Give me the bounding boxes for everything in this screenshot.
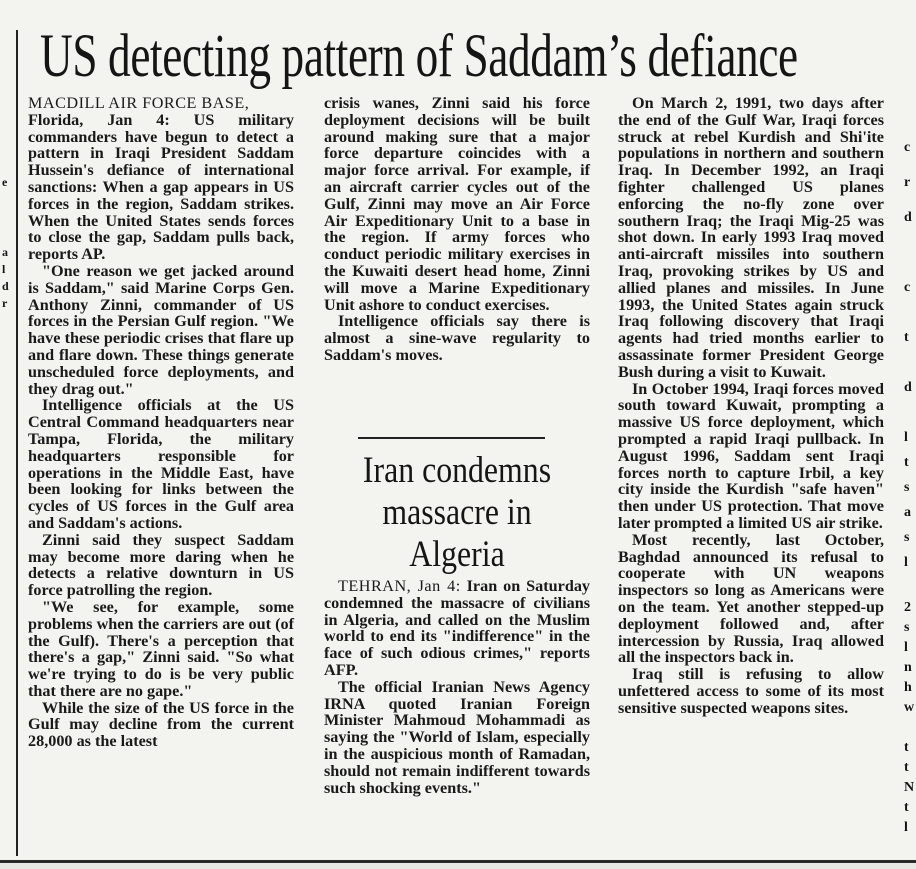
sidebar-headline: Iran condemns massacre in Algeria xyxy=(362,450,552,575)
sidebar-dateline: TEHRAN, Jan 4: xyxy=(338,577,461,595)
right-fragment: r xyxy=(904,175,911,190)
left-fragment: l xyxy=(2,262,6,276)
right-fragment: c xyxy=(904,280,911,295)
right-fragment: s xyxy=(904,620,910,635)
left-fragment: a xyxy=(2,245,8,259)
left-column-rule xyxy=(16,30,18,856)
article-paragraph: Florida, Jan 4: US military commanders have begun to detect a pattern in Iraqi President Saddam Hussein's defiance of international sanctions: When a gap appears in US forces in the region, Saddam strikes. When the United States sends forces to close the gap, Saddam pulls back, reports AP. xyxy=(28,110,294,264)
right-fragment: h xyxy=(904,680,912,695)
article-paragraph: "One reason we get jacked around is Saddam," said Marine Corps Gen. Anthony Zinni, commander of US forces in the Persian Gulf region. "We have these periodic crises that flare up and flare down. These things generate unscheduled force deployments, and they drag out." xyxy=(28,261,294,398)
article-dateline: MACDILL AIR FORCE BASE, xyxy=(28,94,250,112)
article-column-2 xyxy=(324,95,590,364)
article-paragraph: Intelligence officials at the US Central Command headquarters near Tampa, Florida, the military headquarters responsible for operations in the Middle East, have been looking for links between the cycles of US forces in the Gulf area and Saddam's actions. xyxy=(28,396,294,532)
right-fragment: 2 xyxy=(904,600,911,615)
article-paragraph: Intelligence officials say there is almost a sine-wave regularity to Saddam's moves. xyxy=(324,312,590,364)
bottom-page-strip xyxy=(0,863,916,869)
right-fragment: s xyxy=(904,530,910,545)
article-paragraph xyxy=(324,578,590,679)
right-fragment: t xyxy=(904,800,909,815)
sidebar-story-body xyxy=(324,578,590,796)
right-fragment: l xyxy=(904,640,908,655)
article-paragraph: Iraq still is refusing to allow unfettered access to some of its most sensitive suspected weapons sites. xyxy=(618,665,884,717)
article-paragraph: The official Iranian News Agency IRNA quoted Iranian Foreign Minister Mahmoud Mohammadi as saying the "World of Islam, especially in the auspicious month of Ramadan, should not remain indifferent towards such shocking events." xyxy=(324,677,590,797)
left-fragment: e xyxy=(2,175,8,189)
left-fragment: r xyxy=(2,296,8,310)
article-paragraph: Most recently, last October, Baghdad announced its refusal to cooperate with UN weapons inspectors so long as Americans were on the team. Yet another stepped-up deployment followed and, after intercession by Russia, Iraq allowed all the inspectors back in. xyxy=(618,530,884,667)
article-paragraph: On March 2, 1991, two days after the end of the Gulf War, Iraqi forces struck at rebel Kurdish and Shi'ite populations in northern and southern Iraq. In December 1992, an Iraqi fighter challenged US planes enforcing the no-fly zone over southern Iraq; the Iraqi Mig-25 was shot down. In early 1993 Iraq moved anti-aircraft missiles into southern Iraq, provoking strikes by US and allied planes and missiles. In June 1993, the United States again struck Iraq following discovery that Iraqi agents had tried months earlier to assassinate former President George Bush during a visit to Kuwait. xyxy=(618,94,884,381)
article-column-3 xyxy=(618,95,884,716)
right-fragment: t xyxy=(904,760,909,775)
right-fragment: t xyxy=(904,740,909,755)
right-fragment: l xyxy=(904,430,908,445)
right-fragment: t xyxy=(904,330,909,345)
article-paragraph: While the size of the US force in the Gulf may decline from the current 28,000 as the latest xyxy=(28,698,294,751)
article-paragraph: Zinni said they suspect Saddam may become more daring when he detects a relative downturn in US force patrolling the region. xyxy=(28,530,294,600)
left-fragment: d xyxy=(2,279,9,293)
story-divider xyxy=(358,437,545,439)
right-margin-fragments xyxy=(898,130,916,835)
right-fragment: a xyxy=(904,505,911,520)
right-fragment: w xyxy=(904,700,915,715)
right-fragment: d xyxy=(904,380,912,395)
right-fragment: s xyxy=(904,480,910,495)
sidebar-lead: Iran on Saturday condemned the massacre of civilians in Algeria, and called on the Muslim world to end its "indifference" in the face of such odious crimes," reports AFP. xyxy=(324,577,591,679)
right-fragment: t xyxy=(904,455,909,470)
right-fragment: N xyxy=(904,780,915,795)
right-fragment: l xyxy=(904,820,908,835)
article-paragraph: "We see, for example, some problems when the carriers are out (of the Gulf). There's a perception that there's a gap," Zinni said. "So what we're trying to do is be very public that there are no gape." xyxy=(28,597,294,700)
right-fragment: d xyxy=(904,210,912,225)
right-fragment: l xyxy=(904,555,908,570)
right-fragment: n xyxy=(904,660,912,675)
article-paragraph xyxy=(28,95,294,112)
article-headline: US detecting pattern of Saddam’s defiance xyxy=(40,23,798,90)
article-paragraph: crisis wanes, Zinni said his force deployment decisions will be built around making sure that a major force departure coincides with a major force arrival. For example, if an aircraft carrier cycles out of the Gulf, Zinni may move an Air Force Air Expeditionary Unit to a base in the region. If army forces who conduct periodic military exercises in the Kuwaiti desert head home, Zinni will move a Marine Expeditionary Unit ashore to conduct exercises. xyxy=(324,94,590,314)
article-paragraph: In October 1994, Iraqi forces moved south toward Kuwait, prompting a massive US force deployment, which prompted a rapid Iraqi pullback. In August 1996, Saddam sent Iraqi forces north to capture Irbil, a key city inside the Kurdish "safe haven" then under US protection. That move later prompted a limited US air strike. xyxy=(618,379,884,532)
article-column-1 xyxy=(28,95,294,750)
right-fragment: c xyxy=(904,140,911,155)
